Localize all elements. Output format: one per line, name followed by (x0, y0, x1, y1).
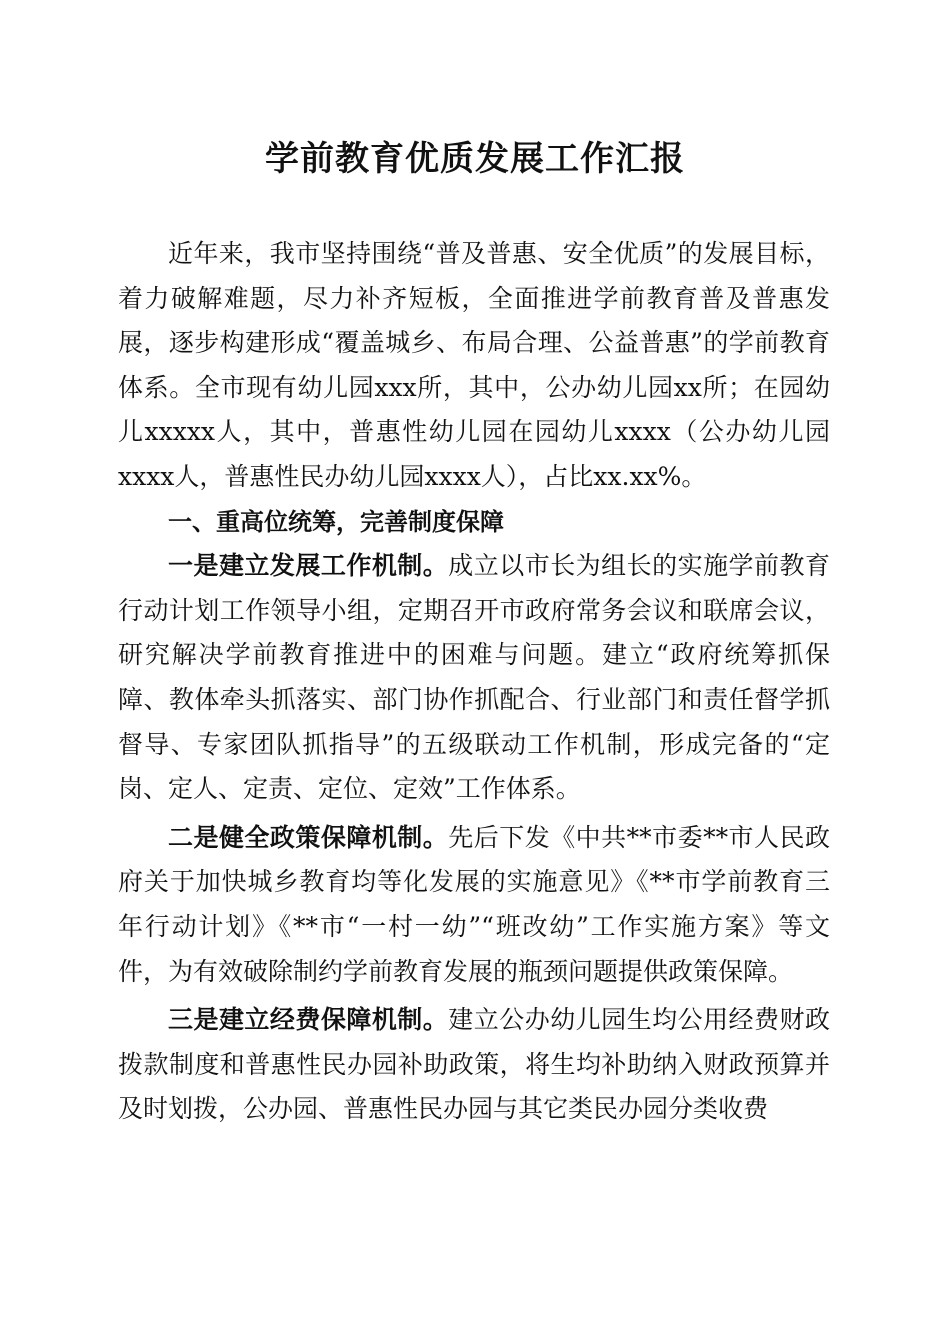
paragraph-lead: 三是建立经费保障机制。 (168, 1005, 449, 1035)
document-title: 学前教育优质发展工作汇报 (265, 139, 685, 179)
paragraph-item-3 (118, 998, 830, 1132)
intro-paragraph: 近年来，我市坚持围绕“普及普惠、安全优质”的发展目标，着力破解难题，尽力补齐短板，全面推进学前教育普及普惠发展，逐步构建形成“覆盖城乡、布局合理、公益普惠”的学前教育体系。全市现有幼儿园xxx所，其中，公办幼儿园xx所；在园幼儿xxxxx人，其中，普惠性幼儿园在园幼儿xxxx（公办幼儿园xxxx人，普惠性民办幼儿园xxxx人），占比xx.xx%。 (118, 239, 830, 491)
paragraph-lead: 二是健全政策保障机制。 (168, 822, 449, 852)
paragraph-lead: 一是建立发展工作机制。 (168, 551, 449, 581)
paragraph-text: 先后下发《中共**市委**市人民政府关于加快城乡教育均等化发展的实施意见》《**市学前教育三年行动计划》《**市“一村一幼”“班改幼”工作实施方案》等文件，为有效破除制约学前教育发展的瓶颈问题提供政策保障。 (118, 822, 830, 986)
paragraph-item-1 (118, 544, 830, 812)
document-body (118, 232, 830, 1132)
paragraph-text: 建立公办幼儿园生均公用经费财政拨款制度和普惠性民办园补助政策，将生均补助纳入财政预算并及时划拨，公办园、普惠性民办园与其它类民办园分类收费 (118, 1005, 830, 1124)
section-heading (118, 500, 830, 545)
paragraph-item-2 (118, 816, 830, 994)
paragraph-text: 成立以市长为组长的实施学前教育行动计划工作领导小组，定期召开市政府常务会议和联席会议，研究解决学前教育推进中的困难与问题。建立“政府统筹抓保障、教体牵头抓落实、部门协作抓配合、行业部门和责任督学抓督导、专家团队抓指导”的五级联动工作机制，形成完备的“定岗、定人、定责、定位、定效”工作体系。 (118, 551, 830, 804)
section-heading-text: 一、重高位统筹，完善制度保障 (168, 507, 504, 536)
